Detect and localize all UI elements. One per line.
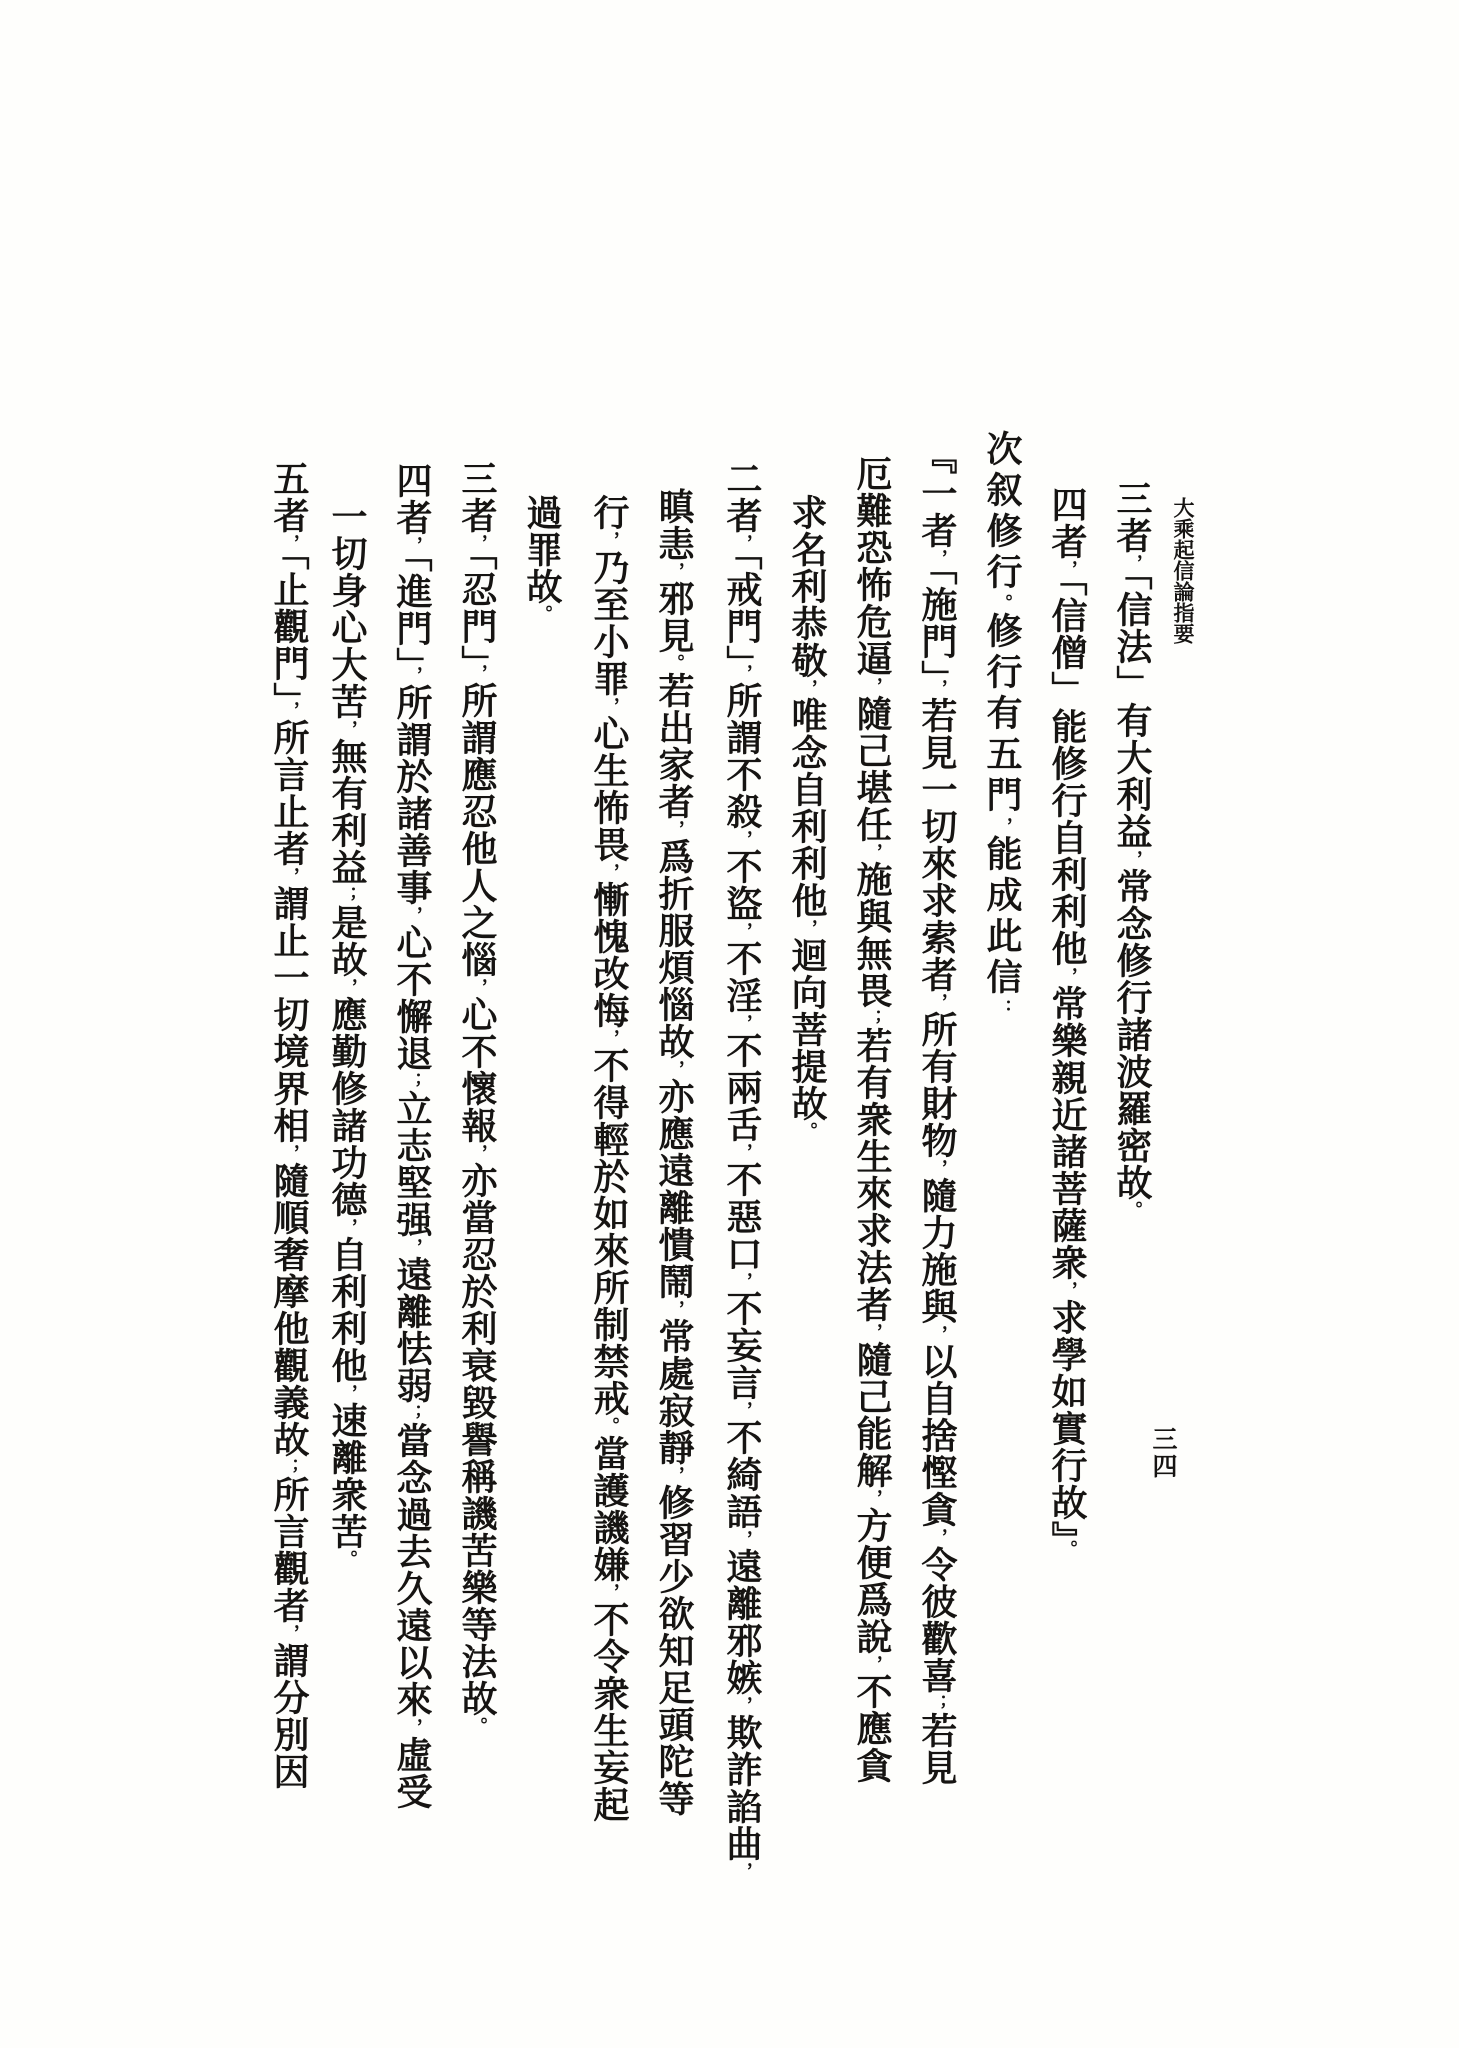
text-column-13: 一切身心大苦，無有利益；是故，應勤修諸功德，自利利他，速離衆苦。 — [326, 498, 368, 1568]
text-column-11: 三者，「忍門」，所謂應忍他人之惱，心不懷報，亦當忍於利衰毀譽稱譏苦樂等法故。 — [456, 460, 498, 1735]
text-column-12: 四者，「進門」，所謂於諸善事，心不懈退；立志堅强，遠離怯弱；當念過去久遠以來，虛受 — [391, 462, 433, 1810]
text-column-8: 瞋恚，邪見。若出家者，爲折服煩惱故，亦應遠離憒鬧，常處寂靜，修習少欲知足頭陀等 — [653, 488, 695, 1817]
text-column-9: 行，乃至小罪，心生怖畏，慚愧改悔，不得輕於如來所制禁戒。當護譏嫌，不令衆生妄起 — [588, 494, 630, 1823]
text-column-14: 五者，「止觀門」，所言止者，謂止一切境界相，隨順奢摩他觀義故；所言觀者，謂分別因 — [268, 460, 310, 1790]
running-title: 大乘起信論指要 — [1171, 497, 1196, 644]
text-column-3-section-heading: 次叙修行。修行有五門，能成此信： — [981, 430, 1023, 1017]
text-column-10: 過罪故。 — [521, 494, 563, 623]
folio-page-number: 三四 — [1149, 1426, 1178, 1480]
text-column-6: 求名利恭敬，唯念自利利他，迴向菩提故。 — [786, 494, 828, 1140]
text-column-2: 四者，「信僧」能修行自利利他，常樂親近諸菩薩衆，求學如實行故』。 — [1046, 486, 1088, 1558]
text-column-7: 二者，「戒門」，所謂不殺，不盜，不淫，不兩舌，不惡口，不妄言，不綺語，遠離邪嫉，欺詐諂曲， — [721, 460, 763, 1880]
text-column-1: 三者，「信法」有大利益，常念修行諸波羅密故。 — [1111, 480, 1153, 1219]
text-column-5: 厄難恐怖危逼，隨己堪任，施與無畏；若有衆生來求法者，隨己能解，方便爲說，不應貪 — [851, 455, 893, 1784]
text-column-4: 『一者，「施門」，若見一切來求索者，所有財物，隨力施與，以自捨慳貪，令彼歡喜；若見 — [916, 438, 958, 1786]
